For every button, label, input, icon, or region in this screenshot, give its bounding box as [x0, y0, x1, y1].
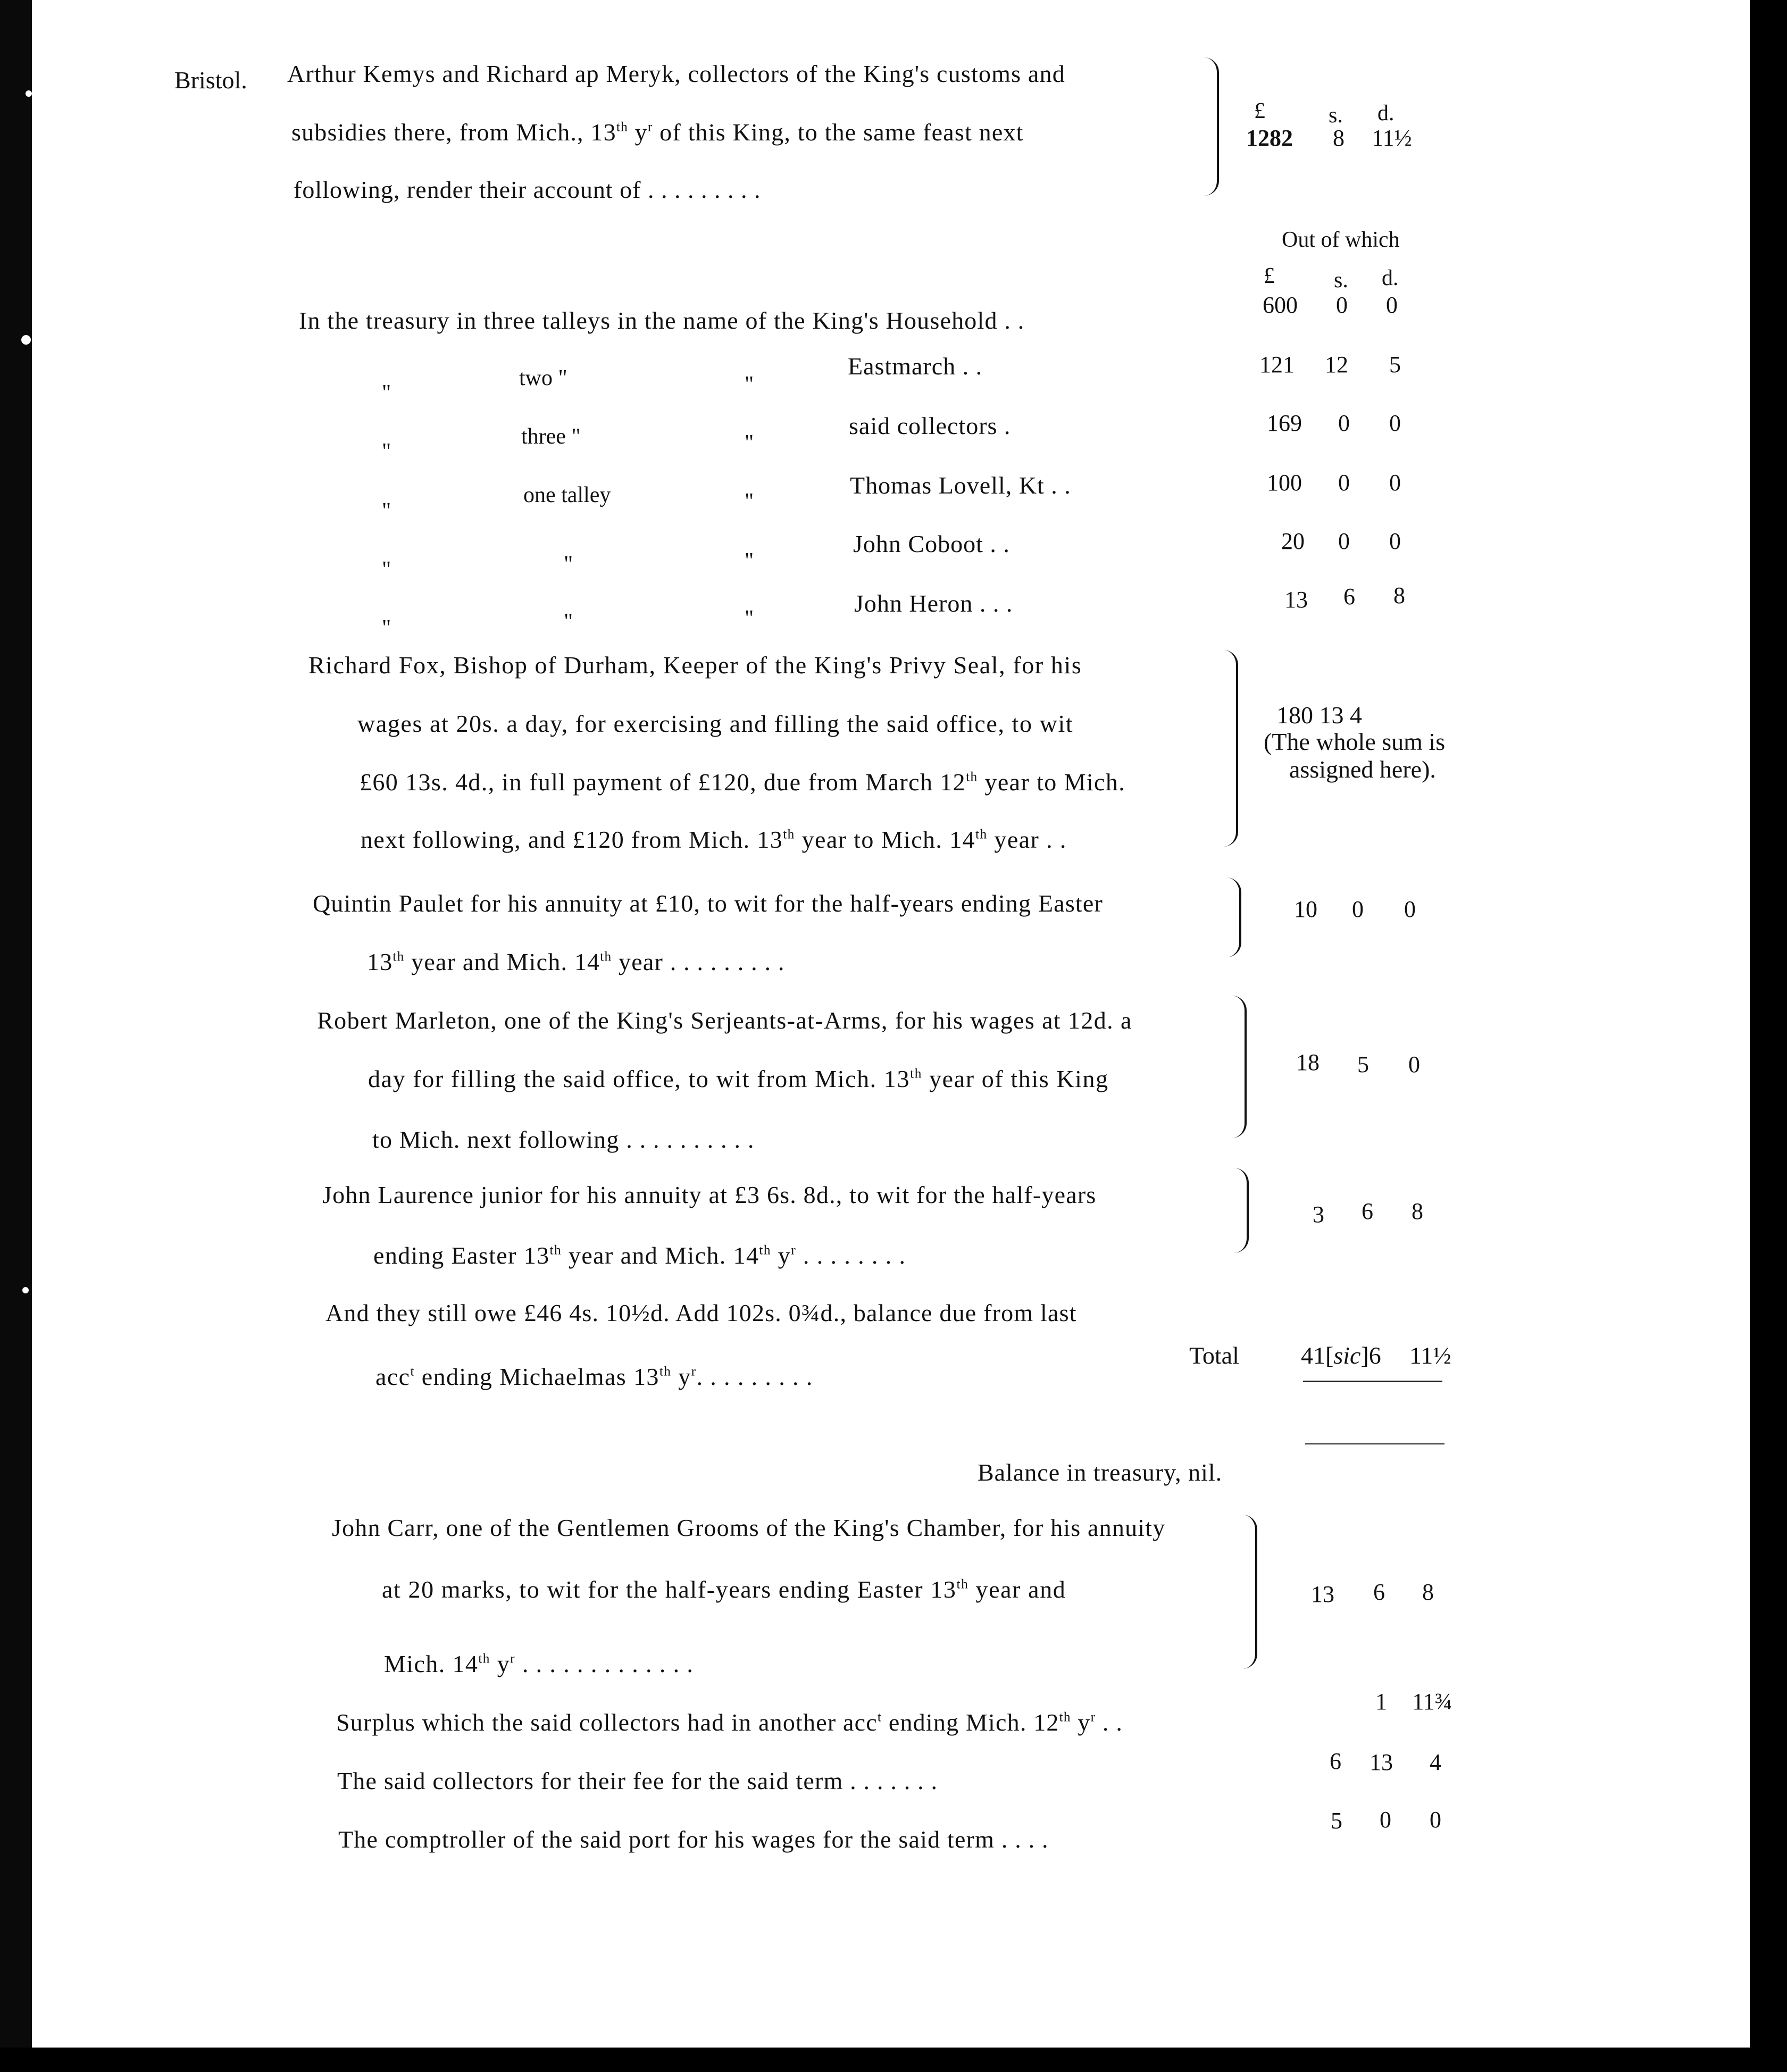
intro-line-3: following, render their account of . . . . . . . . . — [294, 176, 761, 203]
laurence-line-2: ending Easter 13th year and Mich. 14th $y^r$ . . . . . . . . — [373, 1242, 906, 1269]
intro-line-1: Arthur Kemys and Richard ap Meryk, collectors of the King's customs and — [287, 60, 1065, 87]
total-rule — [1303, 1381, 1442, 1382]
row-pence: 8 — [1393, 582, 1405, 608]
row-pounds: 121 — [1259, 352, 1295, 378]
marleton-pence: 0 — [1408, 1051, 1420, 1077]
out-of-which-heading: Out of which — [1282, 228, 1400, 252]
fee-pounds: 6 — [1330, 1748, 1341, 1774]
pence-column-header: d. — [1382, 266, 1399, 290]
row-pounds: 20 — [1281, 528, 1305, 554]
marleton-pounds: 18 — [1296, 1049, 1320, 1075]
intro-amount-shillings: 8 — [1333, 125, 1345, 151]
bottom-scan-edge — [0, 2048, 1787, 2072]
intro-d-header: d. — [1377, 101, 1394, 126]
total-label: Total — [1189, 1342, 1239, 1369]
row-shillings: 0 — [1338, 410, 1350, 436]
carr-line-1: John Carr, one of the Gentlemen Grooms of the King's Chamber, for his annuity — [332, 1514, 1166, 1541]
fee-pence: 4 — [1430, 1749, 1441, 1775]
row-shillings: 0 — [1338, 528, 1350, 554]
ditto-mark: " — [382, 616, 391, 640]
fox-note-line-2: assigned here). — [1289, 756, 1436, 783]
owe-line-1: And they still owe £46 4s. 10½d. Add 102s. 0¾d., balance due from last — [325, 1299, 1077, 1326]
row-shillings: 0 — [1338, 470, 1350, 496]
total-amount: 41[sic]6 — [1301, 1342, 1381, 1369]
paulet-pounds: 10 — [1294, 896, 1317, 922]
intro-brace — [1204, 57, 1219, 196]
row-pounds: 169 — [1267, 410, 1302, 436]
paulet-pence: 0 — [1404, 896, 1416, 922]
marleton-shillings: 5 — [1357, 1051, 1369, 1077]
pound-column-header: £ — [1264, 264, 1275, 288]
paulet-brace — [1226, 878, 1241, 957]
balance-line: Balance in treasury, nil. — [978, 1459, 1223, 1486]
laurence-line-1: John Laurence junior for his annuity at £3 6s. 8d., to wit for the half-years — [322, 1181, 1097, 1208]
talley-count: three " — [521, 424, 581, 449]
row-pence: 5 — [1389, 352, 1401, 378]
marleton-line-3: to Mich. next following . . . . . . . . . . — [372, 1126, 755, 1153]
place-heading: Bristol. — [174, 66, 247, 94]
payee-name: said collectors . — [849, 412, 1011, 439]
payee-name: John Coboot . . — [853, 530, 1010, 557]
row-pence: 0 — [1389, 528, 1401, 554]
paulet-line-1: Quintin Paulet for his annuity at £10, to wit for the half-years ending Easter — [313, 890, 1104, 917]
intro-s-header: s. — [1329, 103, 1343, 128]
intro-amount-pence: 11½ — [1372, 125, 1412, 151]
ditto-mark: " — [745, 549, 754, 573]
carr-pounds: 13 — [1311, 1581, 1334, 1607]
fox-line-1: Richard Fox, Bishop of Durham, Keeper of the King's Privy Seal, for his — [308, 651, 1082, 679]
intro-amount-pounds: 1282 — [1246, 125, 1293, 151]
household-pounds: 600 — [1263, 292, 1298, 318]
ditto-mark: " — [382, 439, 391, 464]
laurence-pence: 8 — [1412, 1198, 1423, 1224]
edge-mark — [26, 90, 32, 97]
left-scan-edge — [0, 0, 32, 2072]
row-pence: 0 — [1389, 470, 1401, 496]
fox-line-3: £60 13s. 4d., in full payment of £120, due from March 12th year to Mich. — [360, 768, 1126, 796]
fee-shillings: 13 — [1370, 1749, 1393, 1775]
comptroller-pence: 0 — [1430, 1807, 1441, 1833]
marleton-brace — [1232, 996, 1247, 1138]
fox-note-line-1: (The whole sum is — [1264, 728, 1446, 755]
shilling-column-header: s. — [1334, 268, 1348, 293]
marleton-line-1: Robert Marleton, one of the King's Serjeants-at-Arms, for his wages at 12d. a — [317, 1007, 1132, 1034]
laurence-shillings: 6 — [1362, 1198, 1373, 1224]
intro-line-2: subsidies there, from Mich., 13th $y^r$ of this King, to the same feast next — [291, 119, 1024, 146]
surplus-pence: 11¾ — [1412, 1689, 1452, 1715]
right-scan-edge — [1750, 0, 1787, 2072]
ditto-mark: " — [745, 489, 754, 514]
total-pence: 11½ — [1409, 1342, 1451, 1369]
ditto-mark: " — [564, 609, 573, 634]
ditto-mark: " — [745, 431, 754, 455]
household-pence: 0 — [1386, 292, 1398, 318]
ditto-mark: " — [382, 557, 391, 582]
talley-count: one talley — [523, 483, 611, 507]
row-shillings: 6 — [1343, 583, 1355, 609]
paulet-line-2: 13th year and Mich. 14th year . . . . . . . . . — [367, 948, 785, 975]
row-shillings: 12 — [1325, 352, 1348, 378]
fox-amount: 180 13 4 — [1276, 701, 1362, 729]
ditto-mark: " — [382, 381, 391, 405]
edge-mark — [22, 1287, 29, 1293]
surplus-shillings: 1 — [1375, 1689, 1387, 1715]
edge-mark — [21, 335, 31, 345]
marleton-line-2: day for filling the said office, to wit from Mich. 13th year of this King — [368, 1065, 1109, 1092]
fox-brace — [1223, 650, 1238, 847]
treasury-lead: In the treasury in three talleys in the name of the King's Household . . — [299, 307, 1025, 334]
laurence-brace — [1234, 1168, 1249, 1253]
comptroller-line: The comptroller of the said port for his wages for the said term . . . . — [338, 1826, 1049, 1853]
comptroller-shillings: 0 — [1380, 1807, 1391, 1833]
carr-pence: 8 — [1422, 1579, 1434, 1605]
talley-count: two " — [519, 366, 567, 390]
ditto-mark: " — [745, 606, 754, 631]
ditto-mark: " — [745, 372, 754, 397]
paulet-shillings: 0 — [1352, 896, 1364, 922]
row-pounds: 100 — [1267, 470, 1302, 496]
row-pounds: 13 — [1284, 587, 1308, 613]
payee-name: Thomas Lovell, Kt . . — [850, 472, 1071, 499]
fee-line: The said collectors for their fee for the said term . . . . . . . — [337, 1767, 938, 1794]
carr-brace — [1242, 1515, 1257, 1669]
carr-line-3: Mich. 14th $y^r$ . . . . . . . . . . . . . — [384, 1650, 694, 1677]
intro-pound-header: £ — [1254, 99, 1265, 123]
carr-shillings: 6 — [1373, 1579, 1385, 1605]
ditto-mark: " — [382, 499, 391, 523]
payee-name: John Heron . . . — [854, 590, 1013, 617]
ditto-mark: " — [564, 552, 573, 577]
surplus-line: Surplus which the said collectors had in another acc$^t$ ending Mich. 12th $y^r$ . . — [336, 1709, 1123, 1736]
household-shillings: 0 — [1336, 292, 1348, 318]
row-pence: 0 — [1389, 410, 1401, 436]
payee-name: Eastmarch . . — [848, 353, 983, 380]
owe-line-2: acc$^t$ ending Michaelmas 13th $y^r$. . . . . . . . . — [375, 1363, 813, 1390]
fox-line-2: wages at 20s. a day, for exercising and filling the said office, to wit — [357, 710, 1074, 737]
laurence-pounds: 3 — [1313, 1201, 1324, 1227]
carr-line-2: at 20 marks, to wit for the half-years ending Easter 13th year and — [382, 1576, 1066, 1603]
total-rule — [1305, 1443, 1444, 1444]
comptroller-pounds: 5 — [1331, 1808, 1342, 1834]
fox-line-4: next following, and £120 from Mich. 13th year to Mich. 14th year . . — [361, 826, 1067, 853]
